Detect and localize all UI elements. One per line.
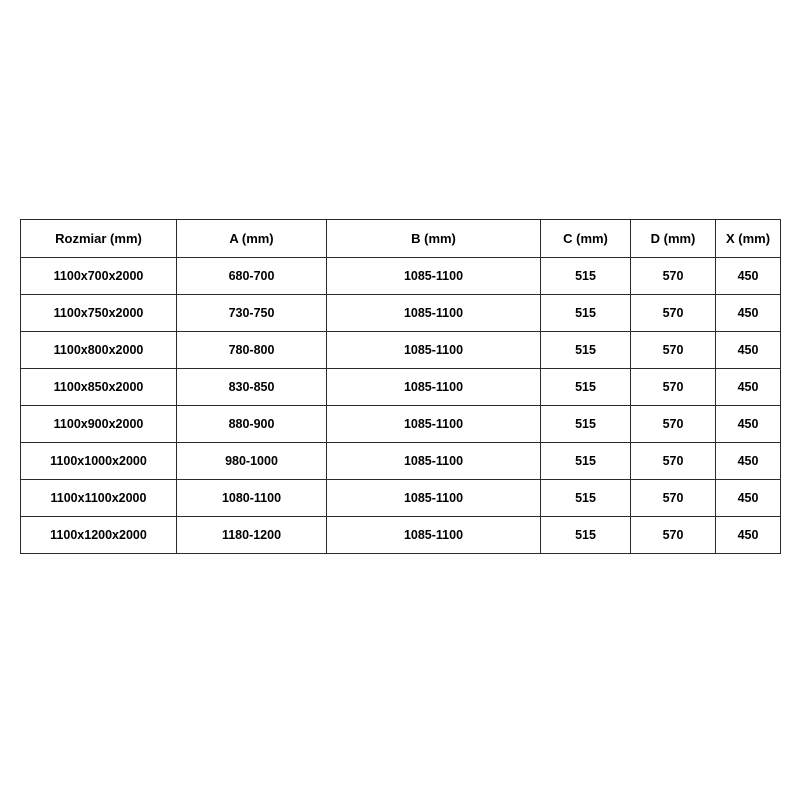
cell-a: 1180-1200 <box>177 517 327 554</box>
cell-size: 1100x1100x2000 <box>21 480 177 517</box>
cell-a: 980-1000 <box>177 443 327 480</box>
cell-b: 1085-1100 <box>327 295 541 332</box>
cell-c: 515 <box>541 295 631 332</box>
cell-x: 450 <box>716 443 781 480</box>
cell-d: 570 <box>631 517 716 554</box>
cell-a: 1080-1100 <box>177 480 327 517</box>
table-row <box>21 295 781 332</box>
cell-d: 570 <box>631 332 716 369</box>
cell-c: 515 <box>541 406 631 443</box>
cell-c: 515 <box>541 369 631 406</box>
cell-c: 515 <box>541 517 631 554</box>
table-row <box>21 258 781 295</box>
cell-a: 680-700 <box>177 258 327 295</box>
table-row <box>21 443 781 480</box>
cell-size: 1100x1200x2000 <box>21 517 177 554</box>
column-header-b: B (mm) <box>327 220 541 258</box>
cell-x: 450 <box>716 369 781 406</box>
cell-x: 450 <box>716 517 781 554</box>
cell-size: 1100x900x2000 <box>21 406 177 443</box>
cell-b: 1085-1100 <box>327 332 541 369</box>
cell-x: 450 <box>716 258 781 295</box>
table-head <box>21 220 781 258</box>
cell-d: 570 <box>631 406 716 443</box>
table-body <box>21 258 781 554</box>
table-row <box>21 406 781 443</box>
cell-x: 450 <box>716 295 781 332</box>
cell-x: 450 <box>716 406 781 443</box>
cell-size: 1100x750x2000 <box>21 295 177 332</box>
cell-size: 1100x700x2000 <box>21 258 177 295</box>
cell-d: 570 <box>631 295 716 332</box>
cell-b: 1085-1100 <box>327 369 541 406</box>
column-header-c: C (mm) <box>541 220 631 258</box>
cell-a: 880-900 <box>177 406 327 443</box>
cell-c: 515 <box>541 258 631 295</box>
column-header-x: X (mm) <box>716 220 781 258</box>
cell-d: 570 <box>631 443 716 480</box>
cell-b: 1085-1100 <box>327 258 541 295</box>
cell-size: 1100x850x2000 <box>21 369 177 406</box>
column-header-rozmiar: Rozmiar (mm) <box>21 220 177 258</box>
table-row <box>21 517 781 554</box>
column-header-a: A (mm) <box>177 220 327 258</box>
cell-b: 1085-1100 <box>327 480 541 517</box>
cell-x: 450 <box>716 332 781 369</box>
cell-d: 570 <box>631 369 716 406</box>
cell-d: 570 <box>631 480 716 517</box>
cell-b: 1085-1100 <box>327 517 541 554</box>
dimensions-table <box>20 219 781 554</box>
table-row <box>21 369 781 406</box>
cell-c: 515 <box>541 480 631 517</box>
cell-x: 450 <box>716 480 781 517</box>
table-row <box>21 480 781 517</box>
cell-a: 830-850 <box>177 369 327 406</box>
cell-c: 515 <box>541 332 631 369</box>
cell-a: 730-750 <box>177 295 327 332</box>
table-header-row <box>21 220 781 258</box>
cell-a: 780-800 <box>177 332 327 369</box>
cell-size: 1100x800x2000 <box>21 332 177 369</box>
table-row <box>21 332 781 369</box>
column-header-d: D (mm) <box>631 220 716 258</box>
cell-d: 570 <box>631 258 716 295</box>
cell-b: 1085-1100 <box>327 406 541 443</box>
cell-c: 515 <box>541 443 631 480</box>
cell-size: 1100x1000x2000 <box>21 443 177 480</box>
cell-b: 1085-1100 <box>327 443 541 480</box>
spec-table-container <box>20 219 780 554</box>
